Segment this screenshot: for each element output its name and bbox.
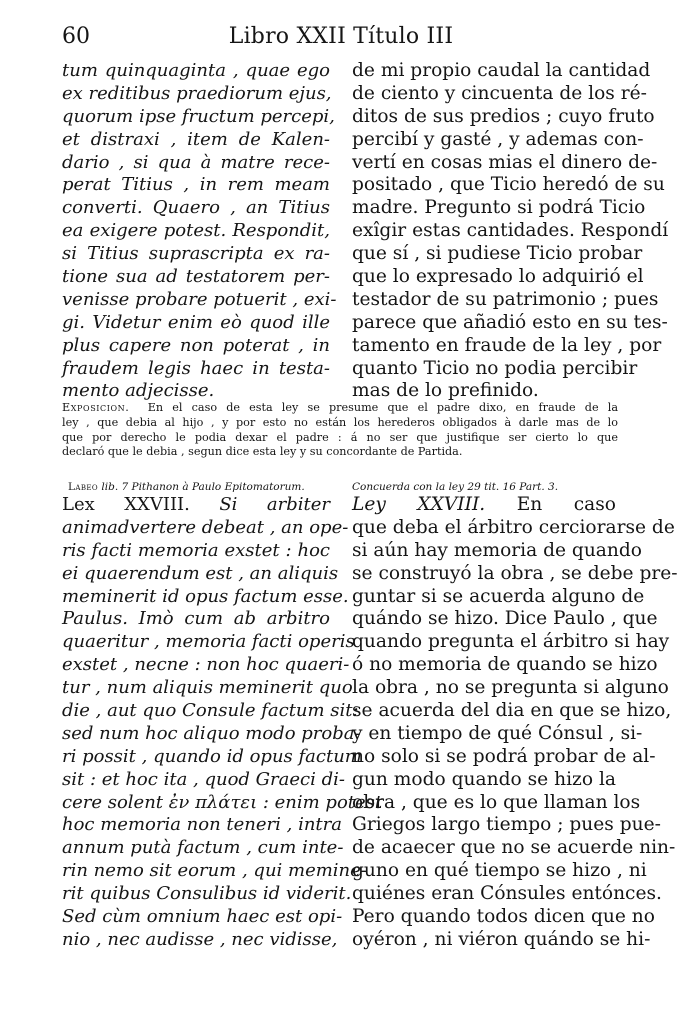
latin-line: tum quinquaginta , quae ego: [62, 60, 330, 81]
latin-line: tur , num aliquis meminerit quo: [62, 677, 353, 699]
spanish-line: la obra , no se pregunta si alguno: [352, 677, 669, 699]
latin-line: ri possit , quando id opus factum: [62, 745, 362, 767]
spanish-line: de acaecer que no se acuerde nin-: [352, 837, 676, 859]
latin-first-line-text: Si arbiter: [219, 494, 330, 515]
latin-line: fraudem legis haec in testa-: [62, 357, 330, 379]
latin-line: Sed cùm omnium haec est opi-: [62, 906, 343, 928]
exposition-line: ley , que debia al hijo , y por esto no están los herederos obligados à darle mas de lo: [62, 415, 618, 429]
source-citation-spanish: Concuerda con la ley 29 tit. 16 Part. 3.: [352, 481, 559, 493]
latin-line: perat Titius , in rem meam: [62, 174, 330, 196]
spanish-line: ó no memoria de quando se hizo: [352, 654, 658, 676]
exposition-line: que por derecho le podia dexar el padre : á no ser que justifique ser cierto lo que: [62, 430, 618, 444]
exposition-note: [62, 401, 618, 460]
latin-line: meminerit id opus factum esse.: [62, 585, 349, 607]
latin-line: sit : et hoc ita , quod Graeci di-: [62, 768, 345, 790]
spanish-line: tamento en fraude de la ley , por: [352, 334, 662, 356]
spanish-line: positado , que Ticio heredó de su: [352, 174, 665, 196]
spanish-line: y en tiempo de qué Cónsul , si-: [352, 722, 643, 744]
source-author: Labeo: [68, 481, 99, 493]
spanish-line: parece que añadió esto en su tes-: [352, 311, 668, 333]
page-header: [0, 24, 682, 54]
latin-line: rin nemo sit eorum , qui memine-: [62, 860, 367, 882]
latin-line: die , aut quo Consule factum sit:: [62, 700, 359, 722]
spanish-line: percibí y gasté , y ademas con-: [352, 128, 644, 150]
spanish-first-line-text: En caso: [516, 494, 616, 515]
spanish-line: guno en qué tiempo se hizo , ni: [352, 860, 647, 882]
latin-line: animadvertere debeat , an ope-: [62, 516, 349, 538]
spanish-line: que sí , si pudiese Ticio probar: [352, 243, 643, 265]
spanish-line: no solo si se podrá probar de al-: [352, 745, 656, 767]
spanish-line: testador de su patrimonio ; pues: [352, 288, 659, 310]
latin-line: ei quaerendum est , an aliquis: [62, 562, 339, 584]
spanish-line: obra , que es lo que llaman los: [352, 791, 641, 813]
latin-line: annum putà factum , cum inte-: [62, 837, 344, 859]
spanish-line: que lo expresado lo adquirió el: [352, 266, 644, 288]
latin-line: converti. Quaero , an Titius: [62, 197, 330, 219]
spanish-line: vertí en cosas mias el dinero de-: [352, 151, 658, 173]
latin-line: dario , si qua à matre rece-: [62, 151, 330, 173]
latin-line: hoc memoria non teneri , intra: [62, 814, 342, 836]
latin-line: Paulus. Imò cum ab arbitro: [62, 608, 330, 630]
spanish-text-column-bottom: [352, 494, 678, 952]
latin-first-line: [62, 494, 330, 517]
spanish-line: ditos de sus predios ; cuyo fruto: [352, 105, 655, 127]
spanish-line: mas de lo prefinido.: [352, 380, 539, 402]
latin-line: si Titius suprascripta ex ra-: [62, 243, 330, 265]
latin-line: quorum ipse fructum percepi,: [62, 105, 335, 127]
spanish-line: oyéron , ni viéron quándo se hi-: [352, 928, 651, 950]
spanish-line: si aún hay memoria de quando: [352, 539, 642, 561]
latin-line: gi. Videtur enim eò quod ille: [62, 311, 330, 333]
latin-line: mento adjecisse.: [62, 380, 215, 402]
source-work: lib. 7 Pithanon à Paulo Epitomatorum.: [101, 481, 305, 493]
running-title: Libro XXII Título III: [228, 24, 454, 49]
source-citation-latin: [68, 481, 305, 493]
latin-line: plus capere non poterat , in: [62, 334, 330, 356]
spanish-line: guntar si se acuerda alguno de: [352, 585, 645, 607]
spanish-line: de mi propio caudal la cantidad: [352, 60, 651, 81]
lex-heading: Lex XXVIII.: [62, 494, 190, 515]
latin-text-column-top: [62, 60, 337, 403]
spanish-line: madre. Pregunto si podrá Ticio: [352, 197, 646, 219]
spanish-text-column-top: [352, 60, 669, 403]
latin-line: tione sua ad testatorem per-: [62, 266, 330, 288]
exposition-line: declaró que le debia , segun dice esta ley y su concordante de Partida.: [62, 445, 463, 459]
exposition-label: Exposicion.: [62, 401, 130, 414]
latin-line: nio , nec audisse , nec vidisse,: [62, 928, 338, 950]
spanish-line: que deba el árbitro cerciorarse de: [352, 516, 675, 538]
latin-line: quaeritur , memoria facti operis: [62, 631, 355, 653]
spanish-line: quándo se hizo. Dice Paulo , que: [352, 608, 658, 630]
latin-line: ex reditibus praediorum ejus,: [62, 82, 332, 104]
spanish-line: se construyó la obra , se debe pre-: [352, 562, 678, 584]
latin-line: venisse probare potuerit , exi-: [62, 288, 337, 310]
latin-line: exstet , necne : non hoc quaeri-: [62, 654, 350, 676]
ley-heading: Ley XXVIII.: [352, 494, 486, 515]
latin-line: rit quibus Consulibus id viderit.: [62, 883, 352, 905]
spanish-line: Pero quando todos dicen que no: [352, 906, 655, 928]
exposition-line: [62, 401, 618, 416]
latin-text-column-bottom: [62, 494, 383, 952]
latin-line: cere solent ἐν πλάτει : enim potest: [62, 791, 383, 813]
spanish-line: quanto Ticio no podia percibir: [352, 357, 638, 379]
spanish-line: quando pregunta el árbitro si hay: [352, 631, 670, 653]
page-number: 60: [62, 24, 90, 49]
latin-line: ris facti memoria exstet : hoc: [62, 539, 330, 561]
latin-line: et distraxi , item de Kalen-: [62, 128, 330, 150]
spanish-line: quiénes eran Cónsules entónces.: [352, 883, 662, 905]
spanish-line: exîgir estas cantidades. Respondí: [352, 220, 669, 242]
spanish-line: se acuerda del dia en que se hizo,: [352, 700, 672, 722]
spanish-first-line: [352, 494, 616, 517]
spanish-line: de ciento y cincuenta de los ré-: [352, 82, 647, 104]
latin-line: sed num hoc aliquo modo proba-: [62, 722, 361, 744]
latin-line: ea exigere potest. Respondit,: [62, 220, 330, 242]
spanish-line: gun modo quando se hizo la: [352, 768, 616, 790]
spanish-line: Griegos largo tiempo ; pues pue-: [352, 814, 661, 836]
exposition-line-text: En el caso de esta ley se presume que el padre dixo, en fraude de la: [147, 401, 618, 414]
